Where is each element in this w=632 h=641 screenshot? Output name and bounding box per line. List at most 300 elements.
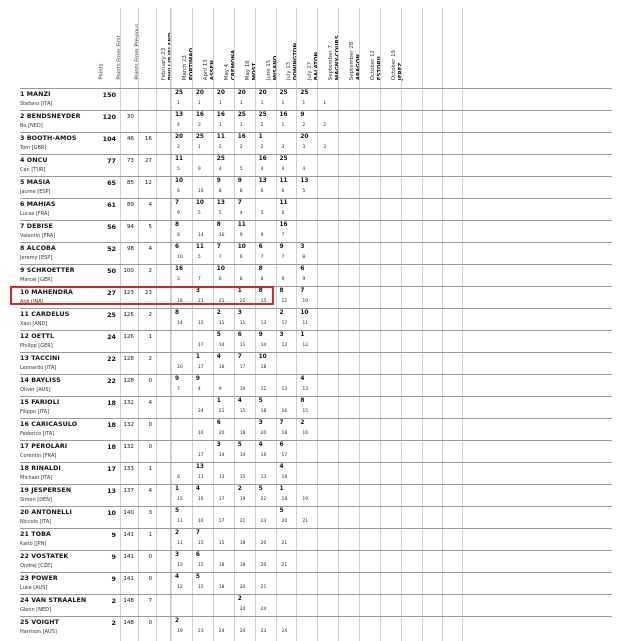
- round-points: 7: [279, 420, 284, 426]
- round-position: 8: [177, 233, 180, 238]
- rider-subtitle: Tom [GBR]: [20, 145, 47, 151]
- rider-name: 6 MAHIAS: [20, 201, 56, 208]
- points-from-first: 132: [123, 444, 134, 450]
- round-position: 5: [218, 211, 222, 216]
- round-position: 11: [177, 519, 183, 524]
- round-position: 24: [218, 629, 225, 634]
- round-points: 2: [175, 618, 180, 624]
- round-points: 1: [258, 134, 263, 140]
- points: 9: [111, 531, 116, 539]
- round-position: 14: [239, 453, 246, 458]
- rider-subtitle: Michael [ITA]: [20, 475, 53, 481]
- points-from-first: 132: [123, 422, 134, 428]
- round-points: 6: [300, 266, 305, 272]
- rider-subtitle: Leonardo [ITA]: [20, 365, 57, 371]
- points-from-previous: 3: [148, 510, 152, 516]
- round-position: 2: [177, 145, 180, 150]
- round-date: July 13: [286, 61, 293, 80]
- points: 25: [107, 311, 116, 319]
- round-points: 8: [258, 288, 263, 294]
- round-position: 9: [218, 387, 222, 392]
- round-points: 6: [279, 442, 284, 448]
- points: 9: [111, 553, 116, 561]
- round-points: 8: [216, 222, 221, 228]
- round-position: 1: [197, 101, 201, 106]
- round-points: 10: [175, 178, 184, 184]
- round-position: 1: [239, 101, 243, 106]
- round-points: 16: [175, 266, 184, 272]
- round-position: 10: [197, 189, 204, 194]
- rider-name: 18 RINALDI: [20, 465, 61, 472]
- round-track: CREMONA: [230, 49, 237, 80]
- round-points: 1: [237, 288, 242, 294]
- rider-name: 5 MASIA: [20, 179, 51, 186]
- round-points: 13: [300, 178, 309, 184]
- round-points: 25: [279, 90, 288, 96]
- rider-subtitle: Philipp [GER]: [20, 343, 53, 349]
- points-from-first: 73: [126, 158, 134, 164]
- round-position: 4: [239, 211, 243, 216]
- round-position: 20: [260, 541, 267, 546]
- round-points: 20: [237, 90, 246, 96]
- round-points: 9: [195, 376, 200, 382]
- rider-subtitle: Filippo [ITA]: [20, 409, 50, 415]
- round-points: 7: [237, 200, 242, 206]
- round-position: 2: [323, 123, 327, 128]
- points-from-previous: 0: [148, 554, 152, 560]
- round-position: 12: [177, 585, 183, 590]
- round-position: 19: [239, 497, 246, 502]
- points-from-first: 85: [126, 180, 134, 186]
- round-date: February 23: [160, 47, 167, 80]
- round-points: 11: [279, 178, 288, 184]
- rider-name: 12 OETTL: [20, 333, 55, 340]
- round-position: 16: [197, 431, 204, 436]
- round-position: 21: [218, 409, 225, 414]
- points: 9: [111, 575, 116, 583]
- rider-name: 2 BENDSNEYDER: [20, 113, 81, 120]
- round-position: 2: [302, 123, 306, 128]
- round-points: 4: [300, 376, 305, 382]
- round-position: 3: [323, 145, 327, 150]
- round-position: 15: [239, 475, 246, 480]
- points-from-previous: 1: [148, 466, 152, 472]
- round-points: 1: [195, 354, 200, 360]
- round-position: 9: [177, 211, 180, 216]
- table-row: [20, 330, 612, 353]
- round-date: May 4: [223, 63, 230, 80]
- round-position: 12: [281, 343, 288, 348]
- round-position: 8: [239, 277, 243, 282]
- points-from-previous: 23: [144, 290, 152, 296]
- table-row: [20, 88, 612, 111]
- rider-subtitle: Xavi [AND]: [20, 321, 48, 327]
- round-points: 2: [175, 530, 180, 536]
- round-position: 14: [218, 343, 225, 348]
- round-position: 5: [177, 167, 180, 172]
- table-row: [20, 528, 612, 551]
- rider-subtitle: Niccolo [ITA]: [20, 519, 52, 525]
- round-position: 13: [302, 387, 309, 392]
- round-position: 4: [260, 167, 264, 172]
- round-position: 17: [281, 453, 288, 458]
- round-position: 18: [218, 365, 225, 370]
- round-position: 6: [281, 211, 285, 216]
- round-position: 2: [260, 145, 264, 150]
- table-row: [20, 550, 612, 573]
- round-position: 10: [302, 299, 309, 304]
- points: 22: [107, 355, 116, 363]
- round-position: 8: [218, 189, 222, 194]
- rider-subtitle: Federico [ITA]: [20, 431, 55, 437]
- round-position: 21: [260, 585, 267, 590]
- round-points: 1: [216, 398, 221, 404]
- round-points: 4: [195, 486, 200, 492]
- round-position: 19: [302, 497, 309, 502]
- round-points: 9: [279, 244, 284, 250]
- round-position: 15: [197, 585, 204, 590]
- round-points: 25: [175, 90, 184, 96]
- round-points: 3: [279, 332, 284, 338]
- points-from-previous: 4: [148, 400, 152, 406]
- round-position: 5: [197, 211, 201, 216]
- round-points: 16: [216, 112, 225, 118]
- rider-name: 11 CARDELUS: [20, 311, 70, 318]
- round-points: 13: [216, 200, 225, 206]
- round-points: 11: [175, 156, 184, 162]
- points-from-previous: 4: [148, 246, 152, 252]
- points-from-first: 148: [123, 598, 134, 604]
- points-from-previous: 4: [148, 202, 152, 208]
- round-position: 17: [239, 365, 246, 370]
- round-position: 8: [239, 189, 243, 194]
- points: 56: [107, 223, 116, 231]
- points-from-previous: 5: [148, 224, 152, 230]
- round-position: 16: [281, 409, 288, 414]
- round-points: 2: [237, 486, 242, 492]
- rider-name: 20 ANTONELLI: [20, 509, 72, 516]
- round-points: 2: [216, 310, 221, 316]
- points-from-first: 46: [126, 136, 134, 142]
- round-points: 16: [237, 134, 246, 140]
- round-position: 21: [218, 299, 225, 304]
- table-row: [20, 352, 612, 375]
- round-track: ARAGON: [355, 53, 362, 80]
- rider-name: 15 FARIOLI: [20, 399, 60, 406]
- round-points: 1: [279, 486, 284, 492]
- round-position: 11: [239, 343, 246, 348]
- rider-name: 22 VOSTATEK: [20, 553, 69, 560]
- rider-subtitle: Stefano [ITA]: [20, 101, 53, 107]
- round-points: 8: [175, 222, 180, 228]
- round-position: 8: [260, 277, 264, 282]
- round-points: 25: [195, 134, 204, 140]
- round-position: 1: [239, 123, 243, 128]
- points-from-previous: 0: [148, 378, 152, 384]
- round-position: 1: [218, 123, 222, 128]
- header-points: Points: [98, 63, 105, 80]
- rider-subtitle: Oliver [AUS]: [20, 387, 51, 393]
- points: 77: [107, 157, 116, 165]
- points: 2: [111, 597, 116, 605]
- rider-subtitle: Can [TUR]: [20, 167, 46, 173]
- points-from-first: 89: [126, 202, 134, 208]
- round-points: 10: [300, 310, 309, 316]
- round-position: 6: [281, 189, 285, 194]
- table-row: [20, 308, 612, 331]
- points-from-first: 141: [123, 576, 134, 582]
- round-position: 10: [177, 255, 183, 260]
- round-points: 9: [300, 112, 305, 118]
- rider-subtitle: Harrison [AUS]: [20, 629, 57, 635]
- round-points: 25: [216, 156, 225, 162]
- points-from-first: 98: [126, 246, 134, 252]
- points-from-first: 141: [123, 532, 134, 538]
- round-position: 13: [177, 563, 183, 568]
- points-from-previous: 7: [148, 598, 152, 604]
- round-points: 1: [175, 486, 180, 492]
- round-position: 21: [281, 563, 288, 568]
- round-position: 22: [260, 497, 267, 502]
- round-position: 15: [218, 541, 225, 546]
- round-points: 3: [216, 442, 221, 448]
- round-position: 11: [177, 541, 183, 546]
- round-points: 11: [279, 200, 288, 206]
- points-from-previous: 4: [148, 488, 152, 494]
- table-row: [20, 440, 612, 463]
- round-position: 20: [218, 431, 225, 436]
- round-points: 4: [216, 354, 221, 360]
- round-points: 8: [279, 288, 284, 294]
- round-points: 20: [258, 90, 267, 96]
- round-position: 17: [218, 497, 225, 502]
- round-date: September 7: [328, 45, 334, 80]
- points-from-previous: 0: [148, 576, 152, 582]
- points: 61: [107, 201, 116, 209]
- points-from-first: 30: [126, 114, 134, 120]
- round-position: 7: [177, 387, 180, 392]
- round-position: 20: [260, 563, 267, 568]
- round-points: 3: [237, 310, 242, 316]
- points: 18: [107, 399, 116, 407]
- round-points: 7: [237, 354, 242, 360]
- table-row: [20, 506, 612, 529]
- points-from-first: 94: [126, 224, 134, 230]
- table-row: [20, 374, 612, 397]
- points-from-previous: 2: [148, 268, 152, 274]
- round-points: 6: [216, 420, 221, 426]
- rider-subtitle: Jaume [ESP]: [20, 189, 51, 195]
- rider-name: 17 PEROLARI: [20, 443, 68, 450]
- round-date: October 19: [390, 49, 397, 80]
- round-points: 11: [195, 244, 204, 250]
- round-position: 10: [239, 387, 246, 392]
- points-from-first: 126: [123, 334, 134, 340]
- rider-name: 10 MAHENDRA: [20, 289, 73, 296]
- round-position: 20: [260, 431, 267, 436]
- round-position: 18: [260, 365, 267, 370]
- round-track: ESTORIL: [376, 54, 383, 80]
- round-position: 23: [260, 629, 267, 634]
- round-points: 10: [216, 266, 225, 272]
- points-from-previous: 16: [144, 136, 152, 142]
- round-date: July 27: [307, 61, 314, 80]
- table-row: [20, 616, 612, 639]
- round-points: 7: [300, 288, 305, 294]
- rider-subtitle: Simon [DEN]: [20, 497, 52, 503]
- round-points: 2: [300, 420, 305, 426]
- round-position: 12: [260, 387, 267, 392]
- table-row: [20, 242, 612, 265]
- round-position: 3: [177, 277, 180, 282]
- round-position: 18: [281, 497, 288, 502]
- round-position: 11: [197, 475, 204, 480]
- round-points: 16: [279, 112, 288, 118]
- round-points: 7: [216, 244, 221, 250]
- round-points: 20: [195, 90, 204, 96]
- round-position: 1: [281, 101, 285, 106]
- points-from-first: 128: [123, 378, 134, 384]
- points: 27: [107, 289, 116, 297]
- round-points: 16: [195, 112, 204, 118]
- round-position: 24: [281, 629, 288, 634]
- round-points: 10: [258, 354, 267, 360]
- round-position: 18: [218, 585, 225, 590]
- round-points: 6: [237, 332, 242, 338]
- round-position: 9: [281, 277, 285, 282]
- points-from-previous: 27: [144, 158, 152, 164]
- round-points: 13: [258, 178, 267, 184]
- round-position: 5: [197, 255, 201, 260]
- table-row: [20, 594, 612, 617]
- round-position: 20: [281, 519, 288, 524]
- points-from-first: 100: [123, 268, 134, 274]
- round-position: 14: [218, 453, 225, 458]
- round-position: 6: [218, 277, 222, 282]
- rider-subtitle: Valentin [FRA]: [20, 233, 56, 239]
- round-points: 4: [279, 464, 284, 470]
- round-points: 2: [279, 310, 284, 316]
- round-position: 4: [281, 167, 285, 172]
- points-from-previous: 2: [148, 312, 152, 318]
- round-position: 4: [197, 387, 201, 392]
- round-position: 21: [281, 541, 288, 546]
- round-position: 1: [197, 145, 201, 150]
- round-points: 16: [258, 156, 267, 162]
- round-position: 16: [302, 431, 309, 436]
- points: 17: [107, 465, 116, 473]
- round-position: 2: [260, 123, 264, 128]
- points-from-first: 148: [123, 620, 134, 626]
- rider-name: 24 VAN STRAALEN: [20, 597, 87, 604]
- round-position: 24: [260, 607, 267, 612]
- round-points: 9: [258, 332, 263, 338]
- round-points: 5: [175, 508, 180, 514]
- round-track: ASSEN: [209, 60, 216, 80]
- round-position: 5: [302, 189, 306, 194]
- round-position: 21: [302, 519, 309, 524]
- round-position: 12: [197, 321, 204, 326]
- round-position: 1: [302, 101, 306, 106]
- round-position: 13: [218, 475, 225, 480]
- rider-name: 21 TOBA: [20, 531, 51, 538]
- points-from-first: 137: [123, 488, 134, 494]
- rider-subtitle: Jeremy [ESP]: [20, 255, 53, 261]
- round-position: 16: [260, 453, 267, 458]
- round-position: 24: [239, 607, 246, 612]
- round-points: 10: [237, 244, 246, 250]
- rider-subtitle: Aldi [INA]: [20, 299, 44, 305]
- round-position: 8: [177, 475, 180, 480]
- round-points: 25: [300, 90, 309, 96]
- round-points: 8: [258, 266, 263, 272]
- round-points: 25: [237, 112, 246, 118]
- round-position: 19: [177, 629, 183, 634]
- points-from-previous: 12: [144, 180, 152, 186]
- round-position: 12: [281, 299, 288, 304]
- round-track: DONINGTON: [292, 42, 299, 80]
- round-position: 15: [260, 299, 267, 304]
- round-points: 9: [175, 376, 180, 382]
- round-position: 14: [197, 233, 204, 238]
- table-row: [20, 198, 612, 221]
- round-position: 4: [302, 167, 306, 172]
- round-position: 5: [239, 167, 243, 172]
- round-points: 25: [258, 112, 267, 118]
- round-points: 20: [300, 134, 309, 140]
- round-position: 6: [239, 255, 243, 260]
- rider-subtitle: Corentin [FRA]: [20, 453, 57, 459]
- round-position: 6: [260, 189, 264, 194]
- rider-subtitle: Marcel [GER]: [20, 277, 53, 283]
- points: 104: [102, 135, 116, 143]
- rider-name: 9 SCHROETTER: [20, 267, 75, 274]
- round-position: 11: [239, 321, 246, 326]
- round-points: 7: [175, 200, 180, 206]
- round-points: 3: [195, 288, 200, 294]
- round-position: 17: [281, 321, 288, 326]
- points: 2: [111, 619, 116, 627]
- round-points: 9: [237, 178, 242, 184]
- round-points: 3: [175, 552, 180, 558]
- highlight-box: [10, 286, 274, 305]
- points: 65: [107, 179, 116, 187]
- rider-subtitle: Kaito [JPN]: [20, 541, 47, 547]
- rider-name: 7 DEBISE: [20, 223, 53, 230]
- round-position: 15: [197, 541, 204, 546]
- round-points: 5: [195, 574, 200, 580]
- points: 10: [107, 509, 116, 517]
- round-position: 23: [197, 629, 204, 634]
- rider-name: 4 ONCU: [20, 157, 48, 164]
- rider-name: 14 BAYLISS: [20, 377, 61, 384]
- round-position: 23: [260, 519, 267, 524]
- rider-subtitle: Bo [NED]: [20, 123, 43, 129]
- round-points: 8: [300, 398, 305, 404]
- rider-name: 13 TACCINI: [20, 355, 60, 362]
- round-points: 5: [237, 442, 242, 448]
- points: 50: [107, 267, 116, 275]
- round-position: 21: [197, 299, 204, 304]
- points: 18: [107, 443, 116, 451]
- table-row: [20, 418, 612, 441]
- rider-name: 8 ALCOBA: [20, 245, 56, 252]
- round-track: MAGNY-COURS: [334, 35, 341, 80]
- round-position: 6: [177, 189, 180, 194]
- round-position: 4: [218, 167, 222, 172]
- round-position: 3: [197, 123, 201, 128]
- rider-name: 3 BOOTH-AMOS: [20, 135, 77, 142]
